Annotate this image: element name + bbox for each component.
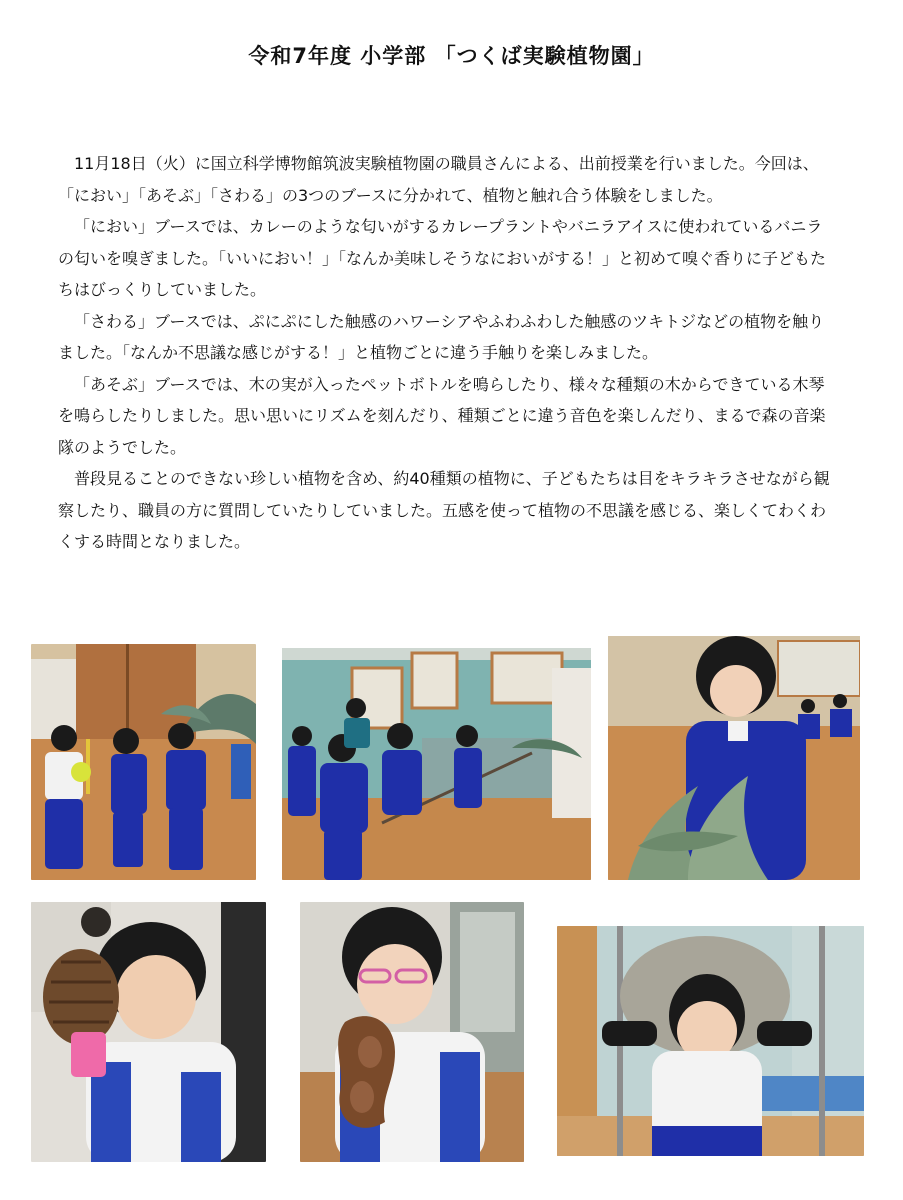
paragraph-intro: 11月18日（火）に国立科学博物館筑波実験植物園の職員さんによる、出前授業を行いました。今回は、「におい」「あそぶ」「さわる」の3つのブースに分かれて、植物と触れ合う体験をしました。 <box>58 154 819 205</box>
photo-girl-seed-pod <box>300 902 524 1162</box>
paragraph-summary: 普段見ることのできない珍しい植物を含め、約40種類の植物に、子どもたちは目をキラキラさせながら観察したり、職員の方に質問していたりしていました。五感を使って植物の不思議を感じる、楽しくてわくわくする時間となりました。 <box>58 469 830 551</box>
paragraph-play-booth: 「あそぶ」ブースでは、木の実が入ったペットボトルを鳴らしたり、様々な種類の木からできている木琴を鳴らしたりしました。思い思いにリズムを刻んだり、種類ごとに違う音色を楽しんだり、まるで森の音楽隊のようでした。 <box>58 374 826 457</box>
photo-boy-pinecone <box>31 902 266 1162</box>
photo-child-spanish-moss <box>557 926 864 1156</box>
paragraph-touch-booth: 「さわる」ブースでは、ぷにぷにした触感のハワーシアやふわふわした触感のツキトジなどの植物を触りました。「なんか不思議な感じがする！」と植物ごとに違う手触りを楽しみました。 <box>58 311 825 362</box>
photo-touch-booth-girl <box>608 636 860 880</box>
photo-play-booth-children <box>31 644 256 880</box>
article-body <box>58 148 833 558</box>
paragraph-smell-booth: 「におい」ブースでは、カレーのような匂いがするカレープラントやバニラアイスに使われているバニラの匂いを嗅ぎました。「いいにおい！」「なんか美味しそうなにおいがする！」と初めて嗅ぐ香りに子どもたちはびっくりしていました。 <box>58 217 827 299</box>
page-title: 令和7年度 小学部 「つくば実験植物園」 <box>248 44 655 68</box>
photo-classroom-children <box>282 648 591 880</box>
